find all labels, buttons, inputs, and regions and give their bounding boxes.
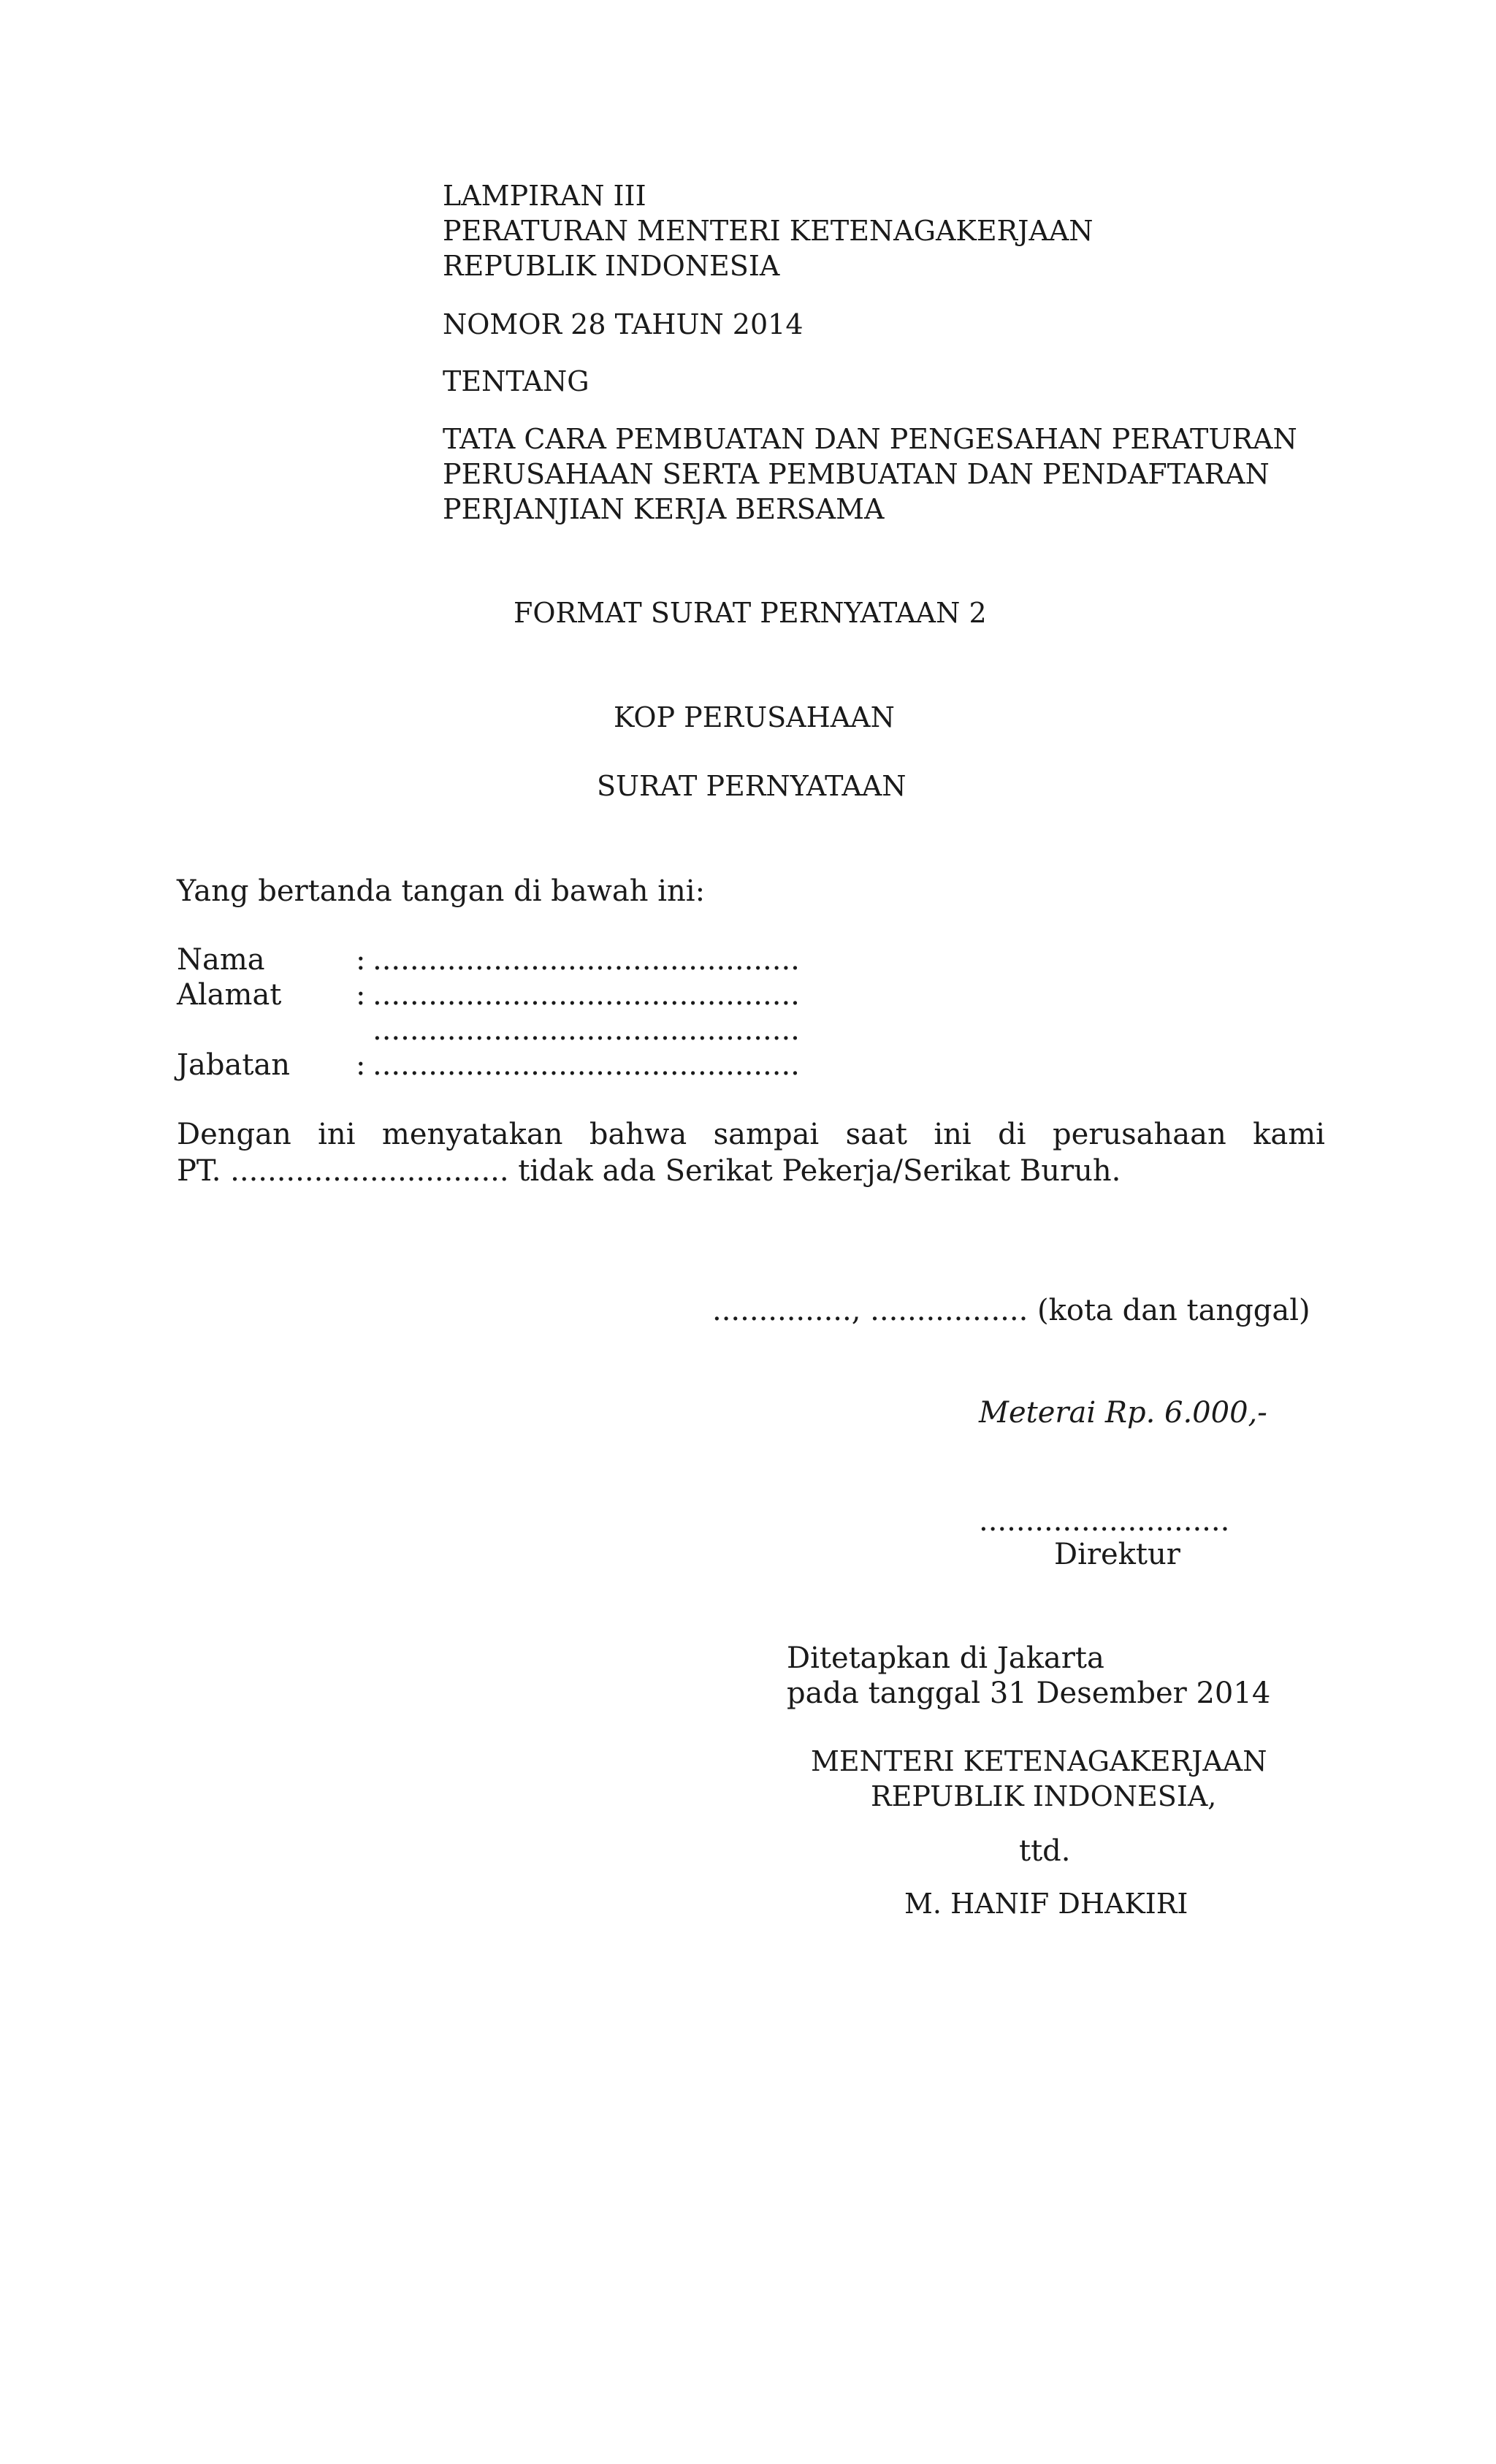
subject-line-1: TATA CARA PEMBUATAN DAN PENGESAHAN PERATURAN bbox=[443, 423, 1297, 455]
minister-title-2: REPUBLIK INDONESIA, bbox=[871, 1780, 1217, 1812]
jabatan-colon: : bbox=[356, 1048, 366, 1082]
nama-field: .............................................. bbox=[373, 943, 800, 977]
statement-line-2: PT. .............................. tidak ada Serikat Pekerja/Serikat Buruh. bbox=[177, 1154, 1121, 1188]
alamat-label: Alamat bbox=[177, 978, 282, 1012]
alamat-colon: : bbox=[356, 978, 366, 1012]
jabatan-field: .............................................. bbox=[373, 1048, 800, 1082]
ttd-mark: ttd. bbox=[1019, 1834, 1071, 1868]
nama-label: Nama bbox=[177, 943, 265, 977]
alamat-field-continued: .............................................. bbox=[373, 1013, 800, 1047]
subject-line-3: PERJANJIAN KERJA BERSAMA bbox=[443, 493, 885, 525]
regulation-number: NOMOR 28 TAHUN 2014 bbox=[443, 308, 804, 340]
statement-line-1: Dengan ini menyatakan bahwa sampai saat ini di perusahaan kami bbox=[177, 1118, 1325, 1151]
subject-line-2: PERUSAHAAN SERTA PEMBUATAN DAN PENDAFTARAN bbox=[443, 458, 1270, 490]
kop-perusahaan: KOP PERUSAHAAN bbox=[614, 701, 895, 733]
regulation-title: PERATURAN MENTERI KETENAGAKERJAAN bbox=[443, 215, 1094, 247]
nama-colon: : bbox=[356, 943, 366, 977]
alamat-field: .............................................. bbox=[373, 978, 800, 1012]
signatory-name-field: ........................... bbox=[979, 1504, 1230, 1538]
meterai-stamp-note: Meterai Rp. 6.000,- bbox=[979, 1396, 1267, 1430]
intro-text: Yang bertanda tangan di bawah ini: bbox=[177, 874, 706, 908]
tentang-label: TENTANG bbox=[443, 365, 589, 397]
surat-title: SURAT PERNYATAAN bbox=[597, 770, 907, 802]
minister-name: M. HANIF DHAKIRI bbox=[904, 1888, 1188, 1920]
minister-title-1: MENTERI KETENAGAKERJAAN bbox=[811, 1745, 1267, 1777]
ditetapkan-date: pada tanggal 31 Desember 2014 bbox=[787, 1677, 1271, 1710]
lampiran-title: LAMPIRAN III bbox=[443, 180, 646, 212]
format-title: FORMAT SURAT PERNYATAAN 2 bbox=[514, 597, 987, 629]
place-date-line: ..............., ................. (kota dan tanggal) bbox=[712, 1294, 1310, 1327]
jabatan-label: Jabatan bbox=[177, 1048, 291, 1082]
signatory-position: Direktur bbox=[1054, 1538, 1180, 1571]
ditetapkan-line: Ditetapkan di Jakarta bbox=[787, 1641, 1104, 1675]
republic-title: REPUBLIK INDONESIA bbox=[443, 250, 780, 282]
